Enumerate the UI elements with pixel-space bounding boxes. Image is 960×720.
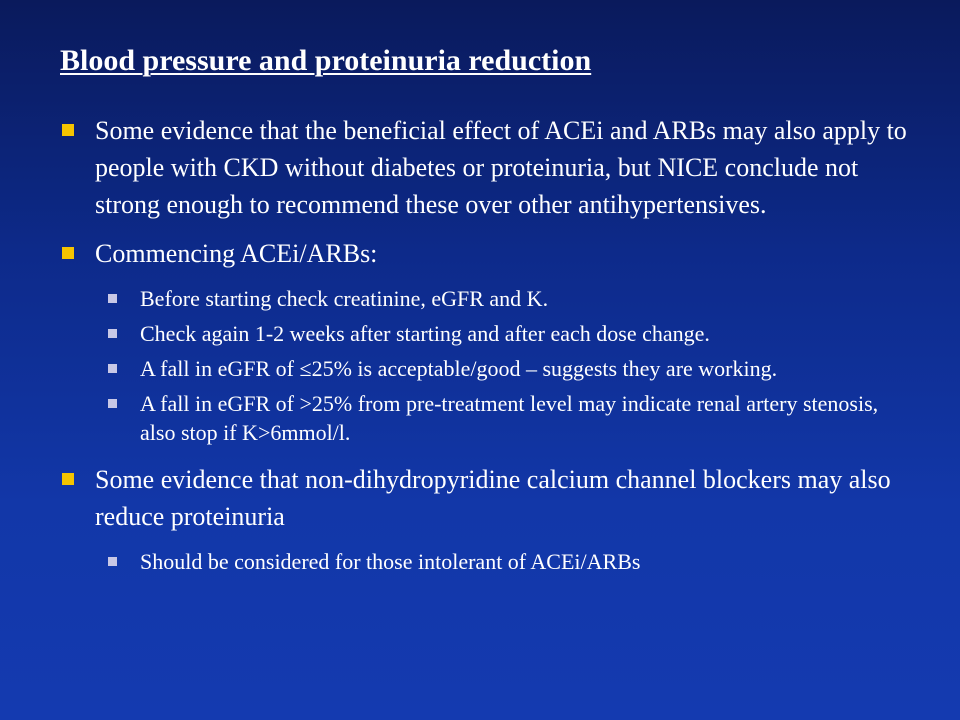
sub-bullet-2-3 xyxy=(108,354,910,383)
bullet-1-text: Some evidence that the beneficial effect of ACEi and ARBs may also apply to people with CKD without diabetes or proteinuria, but NICE conclude not strong enough to recommend these over other antihypertensives. xyxy=(95,116,907,219)
sub-bullet-2-2-text: Check again 1-2 weeks after starting and after each dose change. xyxy=(140,321,710,346)
square-bullet-icon xyxy=(62,124,74,136)
sub-bullet-3-1 xyxy=(108,547,910,576)
slide-title: Blood pressure and proteinuria reduction xyxy=(60,44,592,77)
slide-body xyxy=(60,112,910,582)
bullet-3 xyxy=(60,461,910,535)
bullet-2-text: Commencing ACEi/ARBs: xyxy=(95,239,378,268)
square-bullet-icon xyxy=(108,364,117,373)
sub-bullet-2-4-text: A fall in eGFR of >25% from pre-treatment level may indicate renal artery stenosis, also stop if K>6mmol/l. xyxy=(140,391,879,445)
square-bullet-icon xyxy=(108,557,117,566)
square-bullet-icon xyxy=(108,329,117,338)
sub-bullet-2-1-text: Before starting check creatinine, eGFR and K. xyxy=(140,286,549,311)
sub-bullet-2-1 xyxy=(108,284,910,313)
bullet-3-text: Some evidence that non-dihydropyridine calcium channel blockers may also reduce proteinuria xyxy=(95,465,891,531)
spacer xyxy=(60,453,910,461)
square-bullet-icon xyxy=(108,399,117,408)
square-bullet-icon xyxy=(62,247,74,259)
sub-bullet-3-1-text: Should be considered for those intolerant of ACEi/ARBs xyxy=(140,549,641,574)
square-bullet-icon xyxy=(62,473,74,485)
sub-bullet-2-2 xyxy=(108,319,910,348)
square-bullet-icon xyxy=(108,294,117,303)
sub-bullet-2-4 xyxy=(108,389,910,447)
bullet-2 xyxy=(60,235,910,272)
bullet-1 xyxy=(60,112,910,223)
sub-bullet-2-3-text: A fall in eGFR of ≤25% is acceptable/good – suggests they are working. xyxy=(140,356,778,381)
